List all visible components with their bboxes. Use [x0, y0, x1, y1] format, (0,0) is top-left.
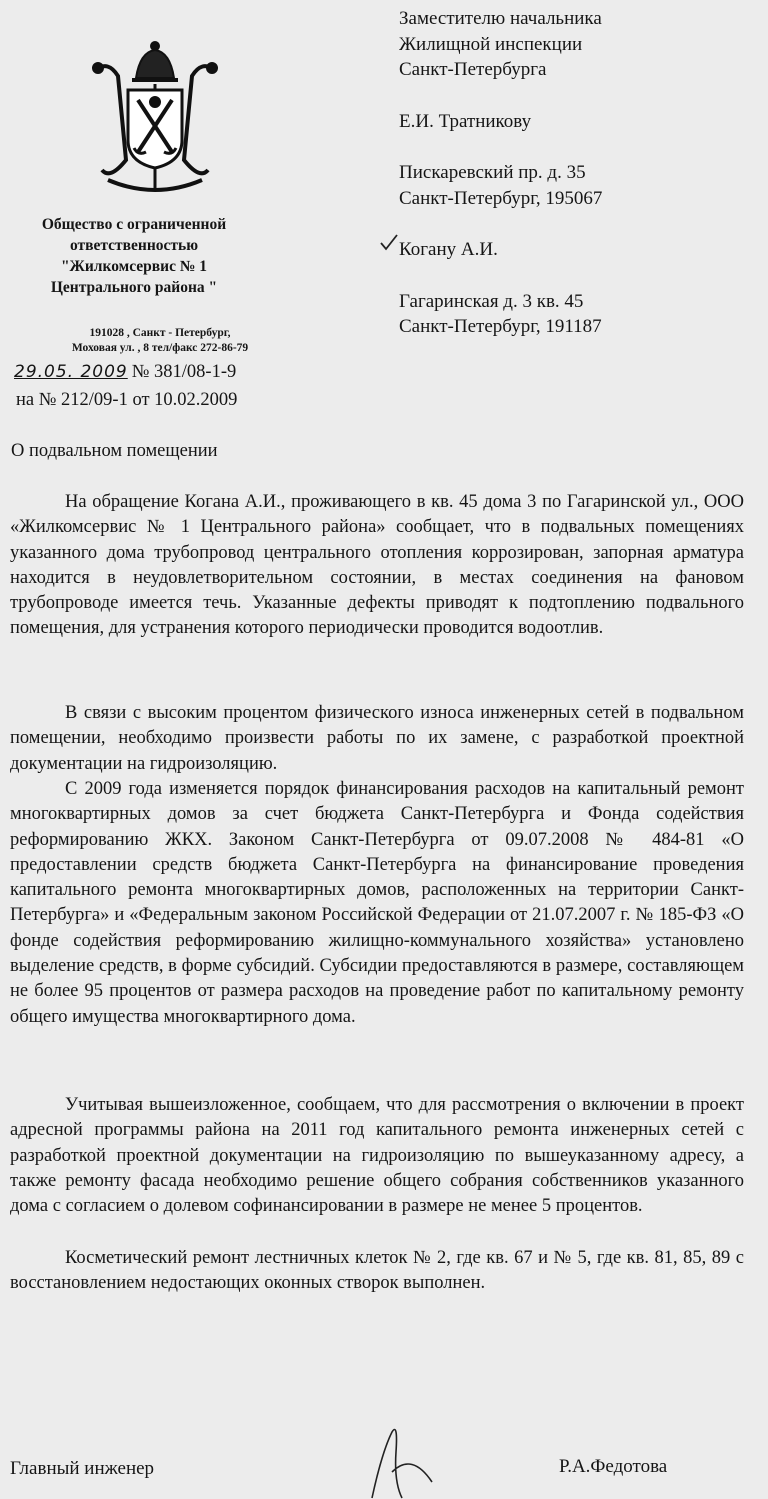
signatory-name: Р.А.Федотова: [559, 1456, 668, 1477]
copy-to-city: Санкт-Петербург, 191187: [399, 316, 602, 337]
paragraph-text: В связи с высоким процентом физического износа инженерных сетей в подвальном помещении, необходимо произвести работы по их замене, с разработкой проектной документации на гидроизоляцию.: [10, 703, 744, 774]
addressee-line3: Санкт-Петербурга: [399, 59, 547, 80]
reply-reference: на № 212/09-1 от 10.02.2009: [16, 390, 238, 410]
org-line: ответственностью: [69, 237, 199, 254]
sender-organization: [0, 214, 268, 298]
sender-address: [30, 326, 290, 356]
sender-address-line: 191028 , Санкт - Петербург,: [89, 327, 231, 339]
paragraph-text: На обращение Когана А.И., проживающего в кв. 45 дома 3 по Гагаринской ул., ООО «Жилкомсервис № 1 Центрального района» сообщает, что в подвальных помещениях указанного дома трубопровод центрального отопления коррозирован, запорная арматура находится в неудовлетворительном состоянии, в местах соединения на фановом трубопроводе имеется течь. Указанные дефекты приводят к подтоплению подвального помещения, для устранения которого периодически проводится водоотлив.: [10, 492, 744, 639]
body-paragraph-5: [10, 1246, 744, 1297]
signatory-title: Главный инженер: [10, 1458, 155, 1479]
coat-of-arms-emblem: [88, 40, 222, 200]
paragraph-text: Косметический ремонт лестничных клеток № 2, где кв. 67 и № 5, где кв. 81, 85, 89 с восстановлением недостающих оконных створок выполнен.: [10, 1248, 744, 1294]
handwritten-date: 29.05. 2009: [14, 362, 128, 382]
org-line: "Жилкомсервис № 1: [60, 258, 208, 275]
addressee-line2: Жилищной инспекции: [399, 33, 583, 55]
letter-subject: О подвальном помещении: [11, 441, 218, 461]
sender-address-line: Моховая ул. , 8 тел/факс 272-86-79: [71, 342, 249, 354]
addressee-block: [399, 6, 759, 340]
addressee-name: Е.И. Тратникову: [399, 110, 532, 132]
outgoing-reference: [14, 362, 236, 383]
copy-to-name: Когану А.И.: [399, 239, 498, 260]
copy-to-street: Гагаринская д. 3 кв. 45: [399, 290, 584, 312]
paragraph-text: С 2009 года изменяется порядок финансирования расходов на капитальный ремонт многоквартирных домов за счет бюджета Санкт-Петербурга и Фонда содействия реформированию ЖКХ. Законом Санкт-Петербурга от 09.07.2008 № 484-81 «О предоставлении средств бюджета Санкт-Петербурга на финансирование проведения капитального ремонта многоквартирных домов, расположенных на территории Санкт-Петербурга» и «Федеральным законом Российской Федерации от 21.07.2007 г. № 185-ФЗ «О фонде содействия реформированию жилищно-коммунального хозяйства» установлено выделение средств, в форме субсидий. Субсидии предоставляются в размере, составляющем не более 95 процентов от размера расходов на проведение работ по капитальному ремонту общего имущества многоквартирного дома.: [10, 779, 744, 1027]
org-line: Центрального района ": [50, 279, 218, 296]
addressee-street: Пискаревский пр. д. 35: [399, 162, 586, 183]
addressee-line1: Заместителю начальника: [399, 8, 602, 29]
org-line: Общество с ограниченной: [41, 216, 227, 233]
paragraph-text: Учитывая вышеизложенное, сообщаем, что для рассмотрения о включении в проект адресной программы района на 2011 год капитального ремонта инженерных сетей с разработкой проектной документации на гидроизоляцию по вышеуказанному адресу, а также ремонту фасада необходимо решение общего собрания собственников указанного дома с согласием о долевом софинансировании в размере не менее 5 процентов.: [10, 1095, 744, 1217]
body-paragraph-4: [10, 1093, 744, 1219]
body-paragraph-2: [10, 701, 744, 777]
body-paragraph-3: [10, 777, 744, 1079]
outgoing-number: № 381/08-1-9: [131, 362, 237, 382]
checkmark-icon: [379, 233, 399, 253]
body-paragraph-1: [10, 490, 744, 642]
handwritten-signature: [362, 1412, 442, 1499]
addressee-city: Санкт-Петербург, 195067: [399, 187, 603, 209]
